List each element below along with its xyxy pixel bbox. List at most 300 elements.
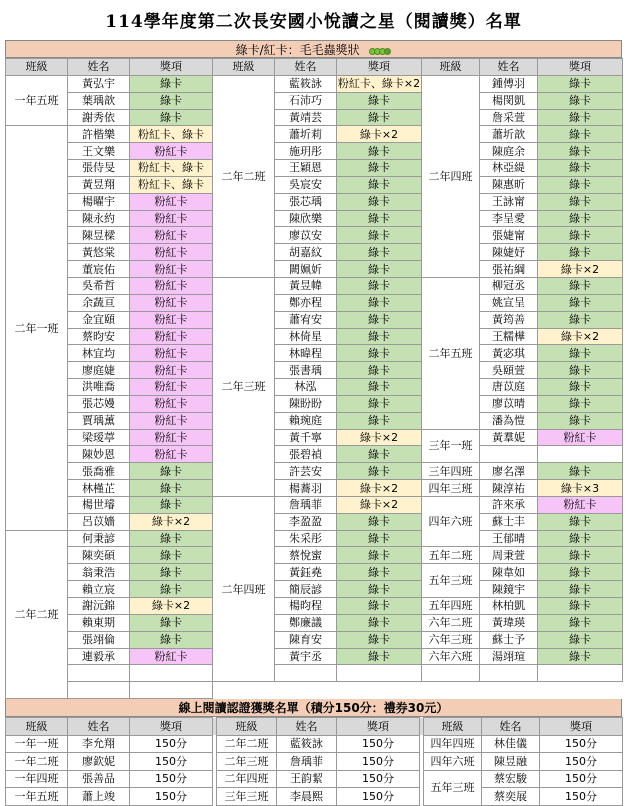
award-cell: 綠卡 (538, 598, 623, 615)
award-cell: 綠卡 (130, 631, 213, 648)
student-name: 洪唯喬 (68, 379, 130, 396)
award-cell: 綠卡×2 (337, 496, 422, 513)
student-name: 黃宓琪 (480, 345, 538, 362)
student-name: 余蔬亘 (68, 294, 130, 311)
header-name-2: 姓名 (275, 59, 337, 76)
table-row (6, 311, 623, 328)
award-cell: 綠卡 (130, 480, 213, 497)
student-name: 陳鏡宇 (480, 581, 538, 598)
student-name (480, 446, 538, 463)
award-cell: 綠卡 (337, 395, 422, 412)
student-name: 林宜均 (68, 345, 130, 362)
award-cell: 綠卡 (538, 210, 623, 227)
student-name: 許來承 (480, 496, 538, 513)
online-header-award-1: 獎項 (130, 718, 213, 736)
student-name: 張婕甯 (480, 227, 538, 244)
award-cell: 綠卡 (538, 395, 623, 412)
online-row (6, 753, 623, 771)
student-name: 潘為愷 (480, 412, 538, 429)
award-cell: 綠卡×2 (337, 480, 422, 497)
student-name: 張善品 (68, 770, 130, 788)
class-cell: 三年四班 (422, 463, 480, 480)
student-name: 黃悠棠 (68, 244, 130, 261)
student-name: 謝秀依 (68, 109, 130, 126)
student-name: 李盈盈 (275, 513, 337, 530)
student-name: 黃筠善 (480, 311, 538, 328)
award-cell: 綠卡 (337, 109, 422, 126)
award-cell: 粉紅卡 (130, 193, 213, 210)
award-cell: 綠卡 (337, 143, 422, 160)
student-name: 林亞緹 (480, 160, 538, 177)
student-name: 唐苡庭 (480, 379, 538, 396)
table-row (6, 75, 623, 92)
award-cell: 綠卡 (538, 547, 623, 564)
award-cell: 綠卡 (337, 564, 422, 581)
table-row (6, 665, 623, 682)
award-cell: 綠卡 (130, 564, 213, 581)
award-cell: 綠卡 (538, 92, 623, 109)
student-name: 張翊倫 (68, 631, 130, 648)
award-cell: 綠卡 (130, 530, 213, 547)
student-name: 王詠甯 (480, 193, 538, 210)
student-name: 闕姵妡 (275, 261, 337, 278)
student-name: 陳盼盼 (275, 395, 337, 412)
student-name: 張喬雅 (68, 463, 130, 480)
student-name: 黃昱幃 (275, 277, 337, 294)
header-name-1: 姓名 (68, 59, 130, 76)
student-name: 陳惠昕 (480, 176, 538, 193)
award-cell: 綠卡 (538, 160, 623, 177)
student-name: 張書瑀 (275, 362, 337, 379)
student-name: 廖名澤 (480, 463, 538, 480)
student-name: 呂苡嬙 (68, 513, 130, 530)
student-name: 許芸安 (275, 463, 337, 480)
award-cell: 綠卡 (538, 75, 623, 92)
award-cell: 綠卡 (337, 648, 422, 665)
student-name: 藍筱詠 (275, 75, 337, 92)
award-cell: 綠卡 (337, 581, 422, 598)
student-name: 蔡宏駿 (482, 770, 540, 788)
award-cell: 粉紅卡 (538, 429, 623, 446)
online-header-award-2: 獎項 (337, 718, 420, 736)
table-row (6, 379, 623, 396)
award-cell: 粉紅卡 (130, 362, 213, 379)
student-name: 蕭宥安 (275, 311, 337, 328)
award-table (5, 58, 623, 699)
award-cell: 綠卡 (130, 614, 213, 631)
score-cell: 150分 (130, 788, 213, 806)
student-name: 王韵絜 (277, 770, 337, 788)
award-cell: 綠卡 (130, 547, 213, 564)
online-header-class-3: 班級 (424, 718, 482, 736)
student-name: 蕭圻莉 (275, 126, 337, 143)
student-name: 林槿芷 (68, 480, 130, 497)
score-cell: 150分 (337, 788, 420, 806)
award-cell: 綠卡 (538, 176, 623, 193)
table-row (6, 581, 623, 598)
table-row (6, 496, 623, 513)
student-name: 朱采彤 (275, 530, 337, 547)
header-class-2: 班級 (213, 59, 275, 76)
student-name: 楊世璿 (68, 496, 130, 513)
award-cell: 綠卡 (538, 294, 623, 311)
online-row (6, 735, 623, 753)
award-cell: 綠卡 (337, 379, 422, 396)
class-cell: 五年二班 (422, 547, 480, 564)
student-name: 張芯瑀 (275, 193, 337, 210)
class-cell: 六年三班 (422, 631, 480, 648)
class-cell: 二年四班 (422, 75, 480, 277)
online-header-row (6, 718, 623, 736)
student-name: 吳頤萱 (480, 362, 538, 379)
award-cell: 綠卡 (538, 227, 623, 244)
student-name: 黃瑋瑛 (480, 614, 538, 631)
online-award-table-body (6, 735, 623, 805)
table-row (6, 328, 623, 345)
class-cell: 一年五班 (6, 788, 68, 806)
table-row (6, 412, 623, 429)
award-cell: 綠卡 (337, 311, 422, 328)
class-cell: 五年四班 (422, 598, 480, 615)
award-cell: 綠卡 (538, 143, 623, 160)
class-cell: 四年六班 (424, 753, 482, 771)
award-cell: 綠卡 (538, 513, 623, 530)
class-cell: 二年三班 (213, 277, 275, 496)
award-cell: 綠卡 (130, 92, 213, 109)
award-cell: 綠卡 (337, 294, 422, 311)
class-cell: 一年二班 (6, 753, 68, 771)
header-award-2: 獎項 (337, 59, 422, 76)
award-cell: 綠卡×2 (130, 598, 213, 615)
award-cell: 綠卡 (337, 362, 422, 379)
award-cell: 綠卡×3 (538, 480, 623, 497)
student-name: 張芯嫚 (68, 395, 130, 412)
class-cell: 二年四班 (213, 496, 275, 681)
student-name: 陳昱樑 (68, 227, 130, 244)
score-cell: 150分 (130, 770, 213, 788)
award-cell: 粉紅卡 (130, 244, 213, 261)
award-cell (538, 446, 623, 463)
student-name: 賴琬庭 (275, 412, 337, 429)
class-cell: 四年四班 (424, 735, 482, 753)
class-cell: 一年四班 (6, 770, 68, 788)
class-cell: 二年四班 (217, 770, 277, 788)
student-name: 陳欣樂 (275, 210, 337, 227)
award-cell: 綠卡 (337, 92, 422, 109)
student-name: 林佳儀 (482, 735, 540, 753)
table-row (6, 345, 623, 362)
class-cell: 二年二班 (6, 530, 68, 698)
table-row (6, 564, 623, 581)
award-cell: 綠卡 (538, 412, 623, 429)
award-cell: 粉紅卡 (130, 395, 213, 412)
student-name: 施玥彤 (275, 143, 337, 160)
table-row (6, 614, 623, 631)
student-name: 藍筱詠 (277, 735, 337, 753)
award-cell: 綠卡 (337, 193, 422, 210)
online-header-name-2: 姓名 (277, 718, 337, 736)
award-cell: 粉紅卡 (130, 294, 213, 311)
student-name: 廖苡安 (275, 227, 337, 244)
student-name: 張祐綱 (480, 261, 538, 278)
table-row (6, 682, 623, 699)
award-cell: 粉紅卡、綠卡 (130, 126, 213, 143)
student-name: 廖欽妮 (68, 753, 130, 771)
award-cell: 粉紅卡 (130, 277, 213, 294)
table-row (6, 193, 623, 210)
award-cell: 綠卡 (130, 496, 213, 513)
table-row (6, 480, 623, 497)
table-row (6, 598, 623, 615)
table-header-row (6, 59, 623, 76)
separator (420, 788, 424, 806)
student-name: 賴立宸 (68, 581, 130, 598)
award-cell: 粉紅卡、綠卡 (130, 160, 213, 177)
student-name: 林柏凱 (480, 598, 538, 615)
table-row (6, 513, 623, 530)
student-name: 黃千寧 (275, 429, 337, 446)
award-cell: 綠卡 (538, 244, 623, 261)
student-name: 賴東期 (68, 614, 130, 631)
student-name: 柳冠丞 (480, 277, 538, 294)
award-cell: 綠卡 (337, 598, 422, 615)
online-header-class-2: 班級 (217, 718, 277, 736)
award-cell: 綠卡 (337, 530, 422, 547)
student-name: 蔡奕展 (482, 788, 540, 806)
award-cell: 綠卡 (337, 345, 422, 362)
class-cell: 二年二班 (217, 735, 277, 753)
student-name: 廖庭婕 (68, 362, 130, 379)
score-cell: 150分 (540, 753, 623, 771)
award-cell: 粉紅卡 (130, 261, 213, 278)
student-name: 周秉萱 (480, 547, 538, 564)
student-name: 蔡悅蜜 (275, 547, 337, 564)
class-cell: 四年三班 (422, 480, 480, 497)
award-cell: 綠卡 (538, 564, 623, 581)
student-name: 黃昱翔 (68, 176, 130, 193)
student-name: 翁秉浩 (68, 564, 130, 581)
award-cell: 綠卡 (538, 463, 623, 480)
header-class-1: 班級 (6, 59, 68, 76)
award-cell: 粉紅卡、綠卡×2 (337, 77, 421, 91)
student-name: 黃弘宇 (68, 75, 130, 92)
table-row (6, 294, 623, 311)
table-row (6, 446, 623, 463)
award-cell: 綠卡×2 (538, 261, 623, 278)
student-name: 楊昀程 (275, 598, 337, 615)
award-cell: 綠卡 (538, 362, 623, 379)
table-row (6, 160, 623, 177)
award-cell (538, 665, 623, 682)
award-cell: 綠卡 (538, 530, 623, 547)
table-row (6, 176, 623, 193)
class-cell: 五年三班 (422, 564, 480, 598)
award-cell: 粉紅卡 (130, 345, 213, 362)
student-name: 林暐程 (275, 345, 337, 362)
student-name: 楊蕎羽 (275, 480, 337, 497)
award-cell: 綠卡×2 (130, 513, 213, 530)
award-cell: 綠卡×2 (538, 328, 623, 345)
class-cell: 二年三班 (217, 753, 277, 771)
online-award-table (5, 717, 623, 806)
class-cell: 二年五班 (422, 277, 480, 429)
score-cell: 150分 (337, 753, 420, 771)
award-cell: 粉紅卡 (538, 496, 623, 513)
award-cell: 粉紅卡 (130, 446, 213, 463)
student-name: 李允翔 (68, 735, 130, 753)
score-cell: 150分 (130, 753, 213, 771)
student-name: 王郁晴 (480, 530, 538, 547)
student-name: 吳希哲 (68, 277, 130, 294)
table-row (6, 92, 623, 109)
header-award-3: 獎項 (538, 59, 623, 76)
score-cell: 150分 (540, 788, 623, 806)
student-name: 胡嘉紋 (275, 244, 337, 261)
table-row (6, 429, 623, 446)
award-cell: 綠卡 (538, 581, 623, 598)
award-cell: 粉紅卡 (130, 227, 213, 244)
award-cell: 綠卡 (538, 277, 623, 294)
class-cell: 一年一班 (6, 735, 68, 753)
caterpillar-icon (369, 46, 391, 56)
award-cell: 綠卡 (337, 412, 422, 429)
table-row (6, 631, 623, 648)
class-cell: 二年一班 (6, 126, 68, 530)
award-cell: 綠卡 (337, 261, 422, 278)
student-name: 王穎恩 (275, 160, 337, 177)
student-name: 陳育安 (275, 631, 337, 648)
award-cell: 粉紅卡、綠卡 (130, 176, 213, 193)
award-cell: 綠卡 (130, 109, 213, 126)
student-name: 鍾傅羽 (480, 75, 538, 92)
student-name: 吳宸安 (275, 176, 337, 193)
student-name: 楊曜宇 (68, 193, 130, 210)
student-name: 張碧禎 (275, 446, 337, 463)
student-name: 王糯樺 (480, 328, 538, 345)
award-cell: 綠卡 (337, 227, 422, 244)
table-row (6, 126, 623, 143)
student-name: 蘇士予 (480, 631, 538, 648)
student-name: 林倚星 (275, 328, 337, 345)
award-cell: 綠卡 (337, 463, 422, 480)
student-name: 陳婕妤 (480, 244, 538, 261)
student-name: 王文樂 (68, 143, 130, 160)
student-name: 蕭上竣 (68, 788, 130, 806)
award-cell: 綠卡 (337, 614, 422, 631)
student-name: 何秉諺 (68, 530, 130, 547)
table-row (6, 109, 623, 126)
student-name: 梁瑷葶 (68, 429, 130, 446)
student-name: 黃羣妮 (480, 429, 538, 446)
subtitle-text: 綠卡/紅卡：毛毛蟲獎狀 (235, 43, 360, 57)
award-cell: 綠卡 (337, 210, 422, 227)
student-name: 黃宇丞 (275, 648, 337, 665)
student-name: 詹采萱 (480, 109, 538, 126)
student-name: 陳淳祐 (480, 480, 538, 497)
award-cell: 綠卡 (337, 277, 422, 294)
table-row (6, 395, 623, 412)
student-name: 蕭圻歆 (480, 126, 538, 143)
award-cell: 綠卡 (538, 345, 623, 362)
student-name (68, 682, 130, 699)
table-row (6, 227, 623, 244)
student-name: 楊閔凱 (480, 92, 538, 109)
score-cell: 150分 (130, 735, 213, 753)
student-name: 葉瑀歆 (68, 92, 130, 109)
student-name: 蔡昀安 (68, 328, 130, 345)
online-header-award-3: 獎項 (540, 718, 623, 736)
award-cell: 綠卡 (130, 581, 213, 598)
student-name: 李呈愛 (480, 210, 538, 227)
student-name: 蘇士丰 (480, 513, 538, 530)
student-name: 詹瑀菲 (275, 496, 337, 513)
header-name-3: 姓名 (480, 59, 538, 76)
score-cell: 150分 (337, 770, 420, 788)
award-cell (337, 665, 422, 682)
award-table-body (6, 75, 623, 698)
student-name: 湯翊瑄 (480, 648, 538, 665)
class-cell: 三年三班 (217, 788, 277, 806)
student-name: 張侍旻 (68, 160, 130, 177)
award-cell: 綠卡 (538, 631, 623, 648)
table-row (6, 210, 623, 227)
class-cell: 三年一班 (422, 429, 480, 463)
award-cell: 粉紅卡 (130, 412, 213, 429)
class-cell: 六年二班 (422, 614, 480, 631)
student-name: 廖苡晴 (480, 395, 538, 412)
award-cell: 粉紅卡 (130, 143, 213, 160)
student-name: 許楷樂 (68, 126, 130, 143)
table-row (6, 648, 623, 665)
award-cell: 綠卡 (538, 109, 623, 126)
score-cell: 150分 (540, 735, 623, 753)
award-cell: 粉紅卡 (130, 429, 213, 446)
award-cell: 綠卡 (130, 75, 213, 92)
student-name: 賈瑀薰 (68, 412, 130, 429)
student-name (275, 665, 337, 682)
student-name: 鄭亦程 (275, 294, 337, 311)
student-name (480, 665, 538, 682)
student-name: 陳奕碩 (68, 547, 130, 564)
award-cell: 綠卡 (538, 126, 623, 143)
student-name: 謝沅錦 (68, 598, 130, 615)
student-name: 陳永約 (68, 210, 130, 227)
award-cell: 綠卡 (337, 547, 422, 564)
award-cell: 粉紅卡 (130, 328, 213, 345)
score-cell: 150分 (337, 735, 420, 753)
award-cell (130, 665, 213, 682)
student-name: 黃靖芸 (275, 109, 337, 126)
award-cell: 綠卡 (130, 463, 213, 480)
score-cell: 150分 (540, 770, 623, 788)
header-class-3: 班級 (422, 59, 480, 76)
student-name: 陳昱融 (482, 753, 540, 771)
award-cell (130, 682, 213, 699)
table-row (6, 143, 623, 160)
award-cell: 粉紅卡 (130, 379, 213, 396)
student-name: 黃鈺堯 (275, 564, 337, 581)
award-cell: 綠卡 (337, 328, 422, 345)
award-cell: 綠卡 (337, 446, 422, 463)
student-name: 李晨熙 (277, 788, 337, 806)
award-cell: 綠卡 (538, 379, 623, 396)
award-cell: 粉紅卡 (130, 648, 213, 665)
table-row (6, 530, 623, 547)
class-cell: 六年六班 (422, 648, 480, 665)
award-cell: 綠卡 (538, 648, 623, 665)
table-row (6, 362, 623, 379)
online-header-class-1: 班級 (6, 718, 68, 736)
